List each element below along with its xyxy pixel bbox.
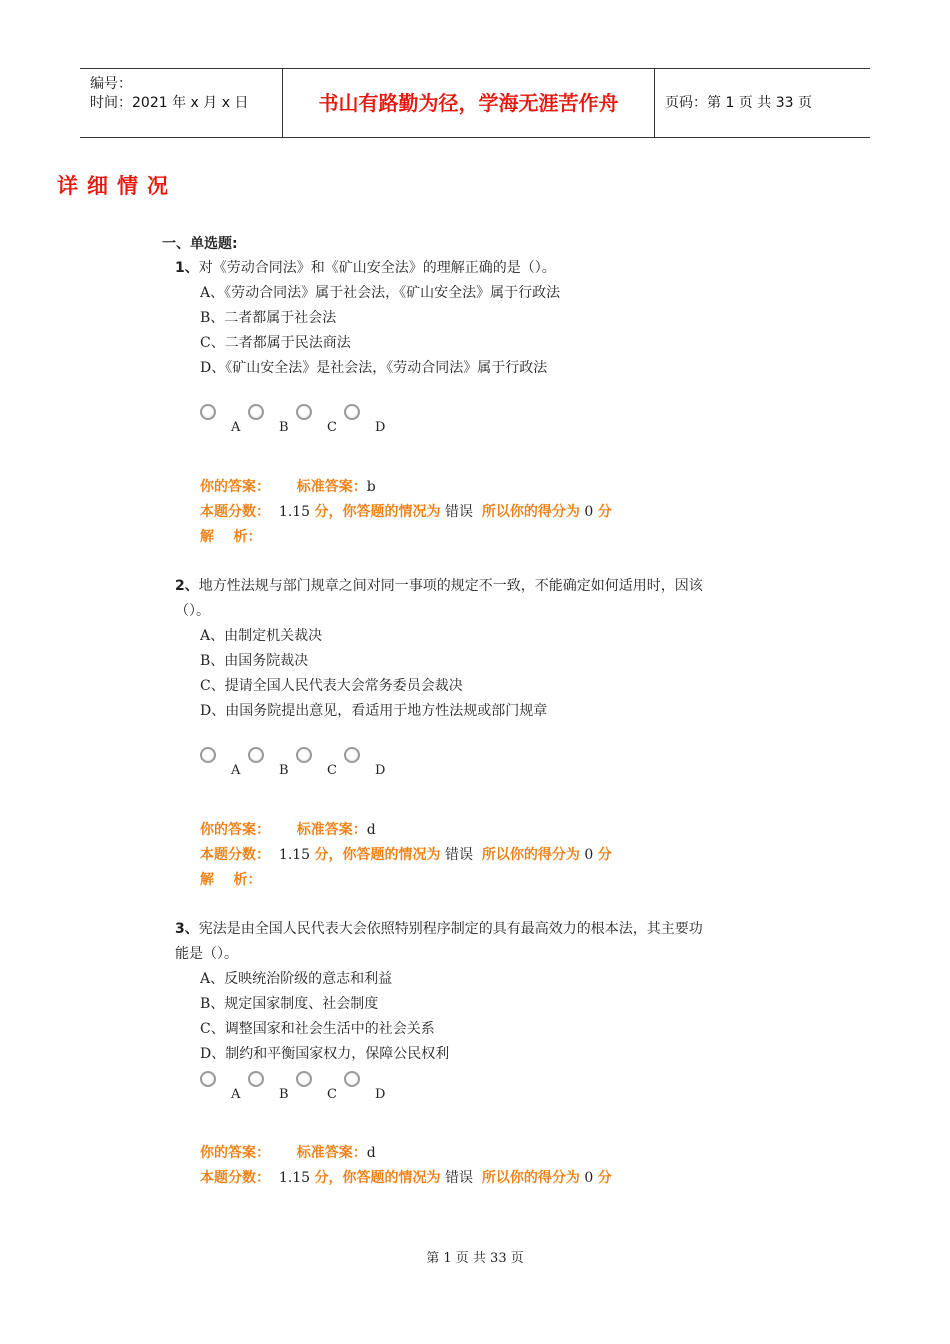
option-a: A、由制定机关裁决 [200,628,323,644]
question-number: 3、 [175,921,199,937]
got-score-value: 0 [584,504,594,520]
answer-status: 错误 [444,504,473,520]
score-value: 1.15 [278,847,311,863]
option-d: D、制约和平衡国家权力，保障公民权利 [200,1046,450,1062]
got-score-unit: 分 [597,1170,612,1186]
got-score-label: 所以你的得分为 [481,504,580,520]
radio-label: C [327,1087,337,1102]
your-answer-label: 你的答案： [200,479,270,495]
page-number-label: 页码：第 1 页 共 33 页 [665,95,812,111]
question-2 [175,574,795,724]
radio-circle-icon[interactable] [200,404,216,420]
radio-label: A [231,1087,241,1102]
analysis-label: 解 析： [200,872,262,888]
option-b: B、由国务院裁决 [200,653,309,669]
analysis-line [200,868,612,893]
radio-label: D [375,763,386,778]
header-info-cell [80,69,283,137]
page-title: 详细情况 [57,174,177,198]
option-a: A、《劳动合同法》属于社会法，《矿山安全法》属于行政法 [200,285,561,301]
radio-label: D [375,420,386,435]
score-label: 本题分数： [200,847,270,863]
page-header [80,68,870,138]
result-block-2 [200,818,612,893]
analysis-line [200,525,612,550]
got-score-unit: 分 [597,847,612,863]
radio-circle-icon[interactable] [296,1071,312,1087]
answer-status: 错误 [444,847,473,863]
score-label: 本题分数： [200,1170,270,1186]
score-value: 1.15 [278,1170,311,1186]
score-line [200,843,612,868]
page-footer: 第 1 页 共 33 页 [426,1251,524,1266]
radio-circle-icon[interactable] [200,747,216,763]
section-label: 一、单选题: [162,236,238,252]
your-answer-label: 你的答案： [200,822,270,838]
got-score-value: 0 [584,847,594,863]
standard-answer: d [366,822,376,838]
got-score-label: 所以你的得分为 [481,847,580,863]
answer-status: 错误 [444,1170,473,1186]
question-stem [175,917,795,942]
date-label: 时间：2021 年 x 月 x 日 [90,95,249,111]
option-d: D、《矿山安全法》是社会法，《劳动合同法》属于行政法 [200,360,548,376]
radio-label: A [231,420,241,435]
score-mid-text: 分，你答题的情况为 [314,847,441,863]
radio-label: C [327,763,337,778]
got-score-label: 所以你的得分为 [481,1170,580,1186]
question-number: 2、 [175,578,199,594]
option-c: C、二者都属于民法商法 [200,335,351,351]
question-text: 对《劳动合同法》和《矿山安全法》的理解正确的是（）。 [198,260,556,276]
got-score-value: 0 [584,1170,594,1186]
answer-line [200,818,612,843]
option-d: D、由国务院提出意见，看适用于地方性法规或部门规章 [200,703,548,719]
option-c: C、提请全国人民代表大会常务委员会裁决 [200,678,463,694]
question-text-continued: 能是（）。 [175,946,238,962]
question-stem [175,256,795,281]
score-line [200,1166,612,1191]
radio-circle-icon[interactable] [344,747,360,763]
question-text-continued: （）。 [175,603,210,619]
analysis-label: 解 析： [200,529,262,545]
option-a: A、反映统治阶级的意志和利益 [200,971,393,987]
your-answer-label: 你的答案： [200,1145,270,1161]
score-label: 本题分数： [200,504,270,520]
question-text: 地方性法规与部门规章之间对同一事项的规定不一致，不能确定如何适用时，因该 [198,578,703,594]
answer-line [200,1141,612,1166]
radio-circle-icon[interactable] [248,747,264,763]
score-value: 1.15 [278,504,311,520]
radio-label: D [375,1087,386,1102]
radio-circle-icon[interactable] [344,404,360,420]
radio-circle-icon[interactable] [248,404,264,420]
standard-answer-label: 标准答案： [296,1145,367,1161]
option-b: B、二者都属于社会法 [200,310,337,326]
question-1 [175,256,795,381]
score-mid-text: 分，你答题的情况为 [314,504,441,520]
radio-label: B [279,763,289,778]
standard-answer: d [366,1145,376,1161]
radio-label: C [327,420,337,435]
answer-line [200,475,612,500]
question-3 [175,917,795,1067]
score-line [200,500,612,525]
result-block-1 [200,475,612,550]
radio-circle-icon[interactable] [296,404,312,420]
question-text: 宪法是由全国人民代表大会依照特别程序制定的具有最高效力的根本法，其主要功 [198,921,703,937]
radio-circle-icon[interactable] [296,747,312,763]
code-label: 编号： [90,76,132,92]
radio-label: B [279,1087,289,1102]
option-b: B、规定国家制度、社会制度 [200,996,379,1012]
standard-answer-label: 标准答案： [296,822,367,838]
radio-label: A [231,763,241,778]
option-c: C、调整国家和社会生活中的社会关系 [200,1021,435,1037]
motto: 书山有路勤为径，学海无涯苦作舟 [283,69,655,137]
radio-circle-icon[interactable] [344,1071,360,1087]
got-score-unit: 分 [597,504,612,520]
score-mid-text: 分，你答题的情况为 [314,1170,441,1186]
result-block-3 [200,1141,612,1191]
radio-circle-icon[interactable] [200,1071,216,1087]
standard-answer-label: 标准答案： [296,479,367,495]
radio-label: B [279,420,289,435]
question-number: 1、 [175,260,199,276]
standard-answer: b [366,479,376,495]
radio-circle-icon[interactable] [248,1071,264,1087]
question-stem [175,574,795,599]
